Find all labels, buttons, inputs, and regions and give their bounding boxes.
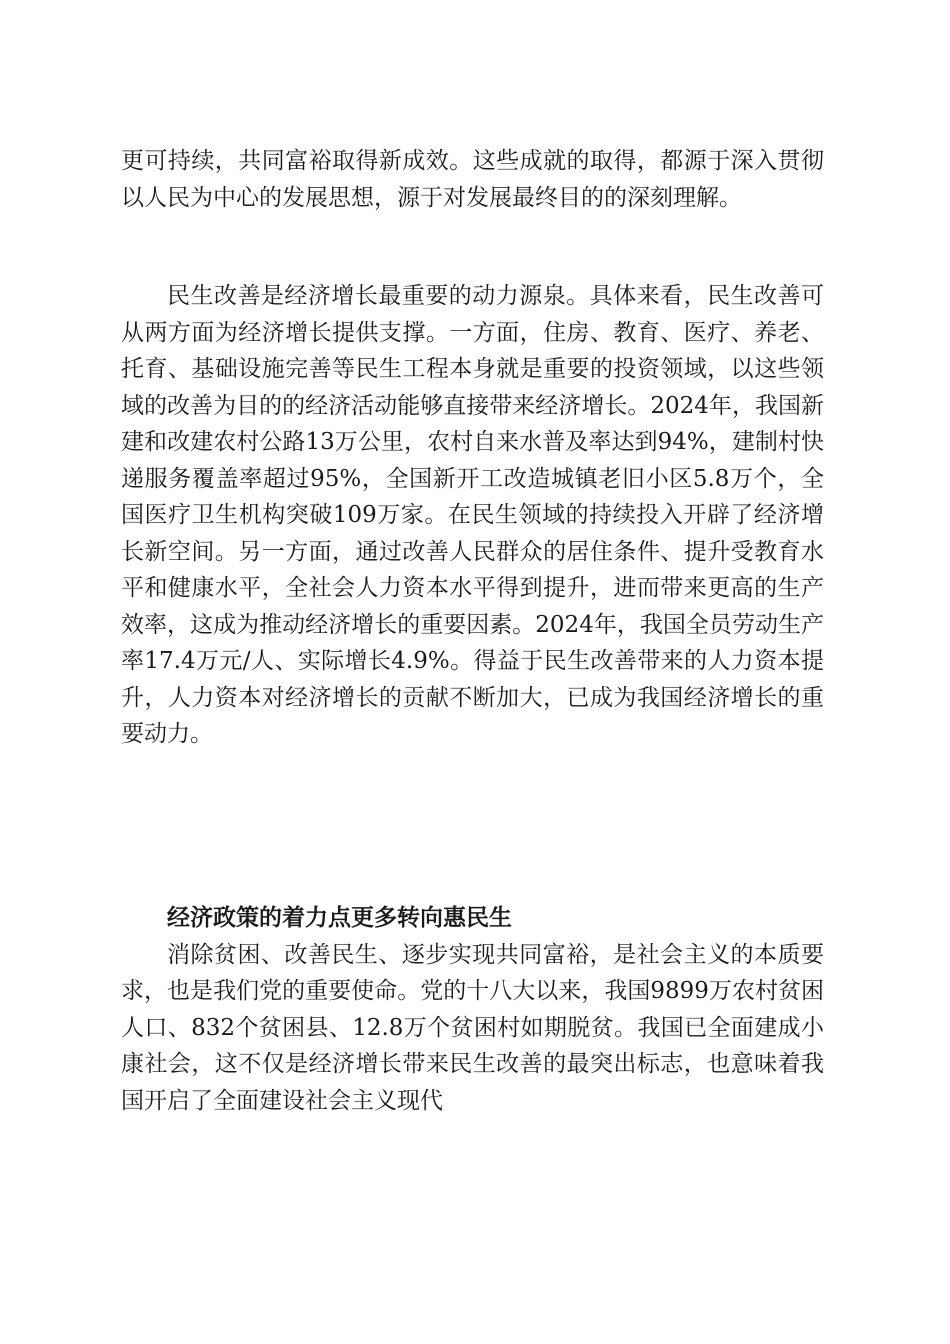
paragraph-livelihood-growth: 民生改善是经济增长最重要的动力源泉。具体来看，民生改善可从两方面为经济增长提供支撑。一方面，住房、教育、医疗、养老、托育、基础设施完善等民生工程本身就是重要的投资领域，以这些领域的改善为目的的经济活动能够直接带来经济增长。2024年，我国新建和改建农村公路13万公里，农村自来水普及率达到94%，建制村快递服务覆盖率超过95%，全国新开工改造城镇老旧小区5.8万个，全国医疗卫生机构突破109万家。在民生领域的持续投入开辟了经济增长新空间。另一方面，通过改善人民群众的居住条件、提升受教育水平和健康水平，全社会人力资本水平得到提升，进而带来更高的生产效率，这成为推动经济增长的重要因素。2024年，我国全员劳动生产率17.4万元/人、实际增长4.9%。得益于民生改善带来的人力资本提升，人力资本对经济增长的贡献不断加大，已成为我国经济增长的重要动力。 [121,283,824,747]
section-heading: 经济政策的着力点更多转向惠民生 [167,905,512,931]
section-block [121,900,824,1119]
paragraph-poverty-elimination: 消除贫困、改善民生、逐步实现共同富裕，是社会主义的本质要求，也是我们党的重要使命。党的十八大以来，我国9899万农村贫困人口、832个贫困县、12.8万个贫困村如期脱贫。我国已全面建成小康社会，这不仅是经济增长带来民生改善的最突出标志，也意味着我国开启了全面建设社会主义现代 [121,941,824,1114]
paragraph-continuation: 更可持续，共同富裕取得新成效。这些成就的取得，都源于深入贯彻以人民为中心的发展思想，源于对发展最终目的的深刻理解。 [121,148,824,211]
paragraph-block-1 [121,143,824,216]
paragraph-block-2 [121,278,824,753]
